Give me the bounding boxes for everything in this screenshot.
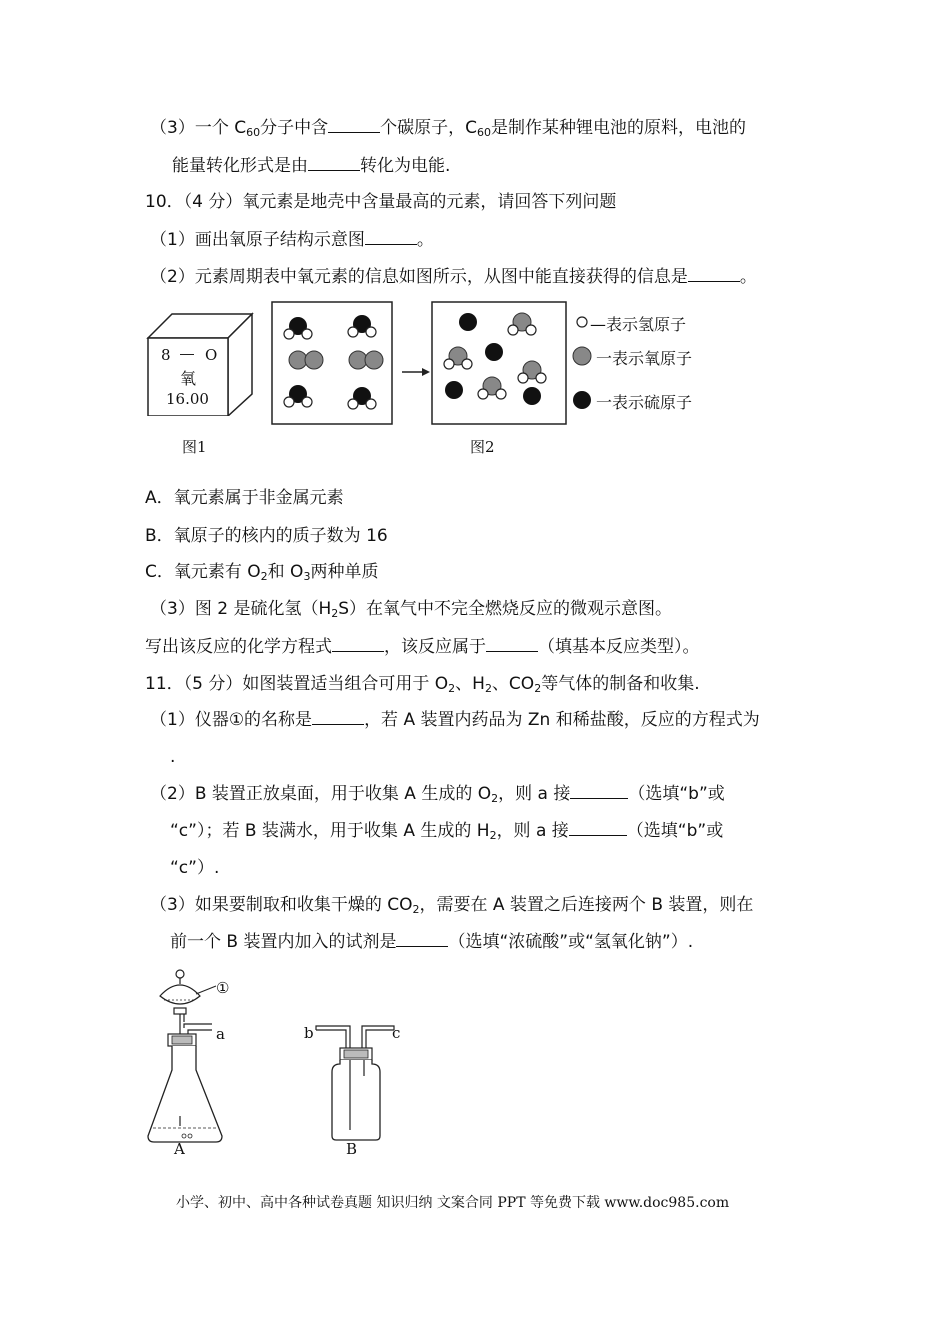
subscript: 2 bbox=[491, 792, 499, 805]
text: 、H bbox=[455, 674, 485, 694]
fig1-caption: 图1 bbox=[182, 438, 207, 456]
text: ，则 a 接 bbox=[496, 821, 569, 841]
apparatus-label-funnel: ① bbox=[216, 979, 230, 997]
text: 。 bbox=[416, 230, 434, 250]
q9-part3-line2 bbox=[172, 154, 450, 178]
element-mass: 16.00 bbox=[166, 390, 209, 408]
text: 是制作某种锂电池的原料，电池的 bbox=[490, 118, 746, 138]
text: 和 O bbox=[267, 562, 304, 582]
answer-blank[interactable] bbox=[486, 635, 538, 652]
subscript: 60 bbox=[246, 126, 261, 139]
q11-part1-dot: . bbox=[170, 747, 176, 767]
q10-part3 bbox=[150, 597, 672, 621]
text: 能量转化形式是由 bbox=[172, 156, 308, 176]
apparatus-label-a: a bbox=[216, 1025, 225, 1043]
element-name: 氧 bbox=[180, 369, 197, 388]
q11-part1 bbox=[150, 708, 760, 732]
apparatus-label-c: c bbox=[392, 1024, 401, 1042]
answer-blank[interactable] bbox=[332, 635, 384, 652]
option-a[interactable]: A．氧元素属于非金属元素 bbox=[145, 488, 344, 508]
fig2-caption: 图2 bbox=[470, 438, 495, 456]
legend-oxygen: 一表示氧原子 bbox=[596, 349, 693, 368]
q11-part3 bbox=[150, 893, 753, 917]
oxygen-atom-icon bbox=[573, 347, 591, 365]
q11-part2-line3: “c”）. bbox=[170, 858, 220, 878]
text: （3）图 2 是硫化氢（H bbox=[150, 599, 332, 619]
q10-part1 bbox=[150, 228, 434, 252]
text: （3）如果要制取和收集干燥的 CO bbox=[150, 895, 413, 915]
text: （1）画出氧原子结构示意图 bbox=[150, 230, 365, 250]
element-divider bbox=[180, 354, 194, 355]
text: （3）一个 C bbox=[150, 118, 247, 138]
text: C．氧元素有 O bbox=[145, 562, 261, 582]
text: 。 bbox=[739, 267, 757, 287]
reaction-diagram bbox=[270, 300, 570, 426]
text: （选填“浓硫酸”或“氢氧化钠”）. bbox=[448, 932, 694, 952]
apparatus-label-A: A bbox=[174, 1140, 185, 1158]
text: 个碳原子，C bbox=[380, 118, 477, 138]
q11-title bbox=[145, 672, 700, 696]
subscript: 3 bbox=[303, 570, 311, 583]
answer-blank[interactable] bbox=[328, 116, 380, 133]
text: 转化为电能. bbox=[360, 156, 451, 176]
legend-hydrogen: —表示氢原子 bbox=[590, 315, 687, 334]
subscript: 60 bbox=[476, 126, 491, 139]
text: 两种单质 bbox=[310, 562, 379, 582]
subscript: 2 bbox=[412, 903, 420, 916]
subscript: 2 bbox=[489, 829, 497, 842]
text: 等气体的制备和收集. bbox=[541, 674, 700, 694]
text: 写出该反应的化学方程式 bbox=[145, 637, 332, 657]
text: 11．（5 分）如图装置适当组合可用于 O bbox=[145, 674, 449, 694]
text: ，该反应属于 bbox=[384, 637, 486, 657]
page-footer: 小学、初中、高中各种试卷真题 知识归纳 文案合同 PPT 等免费下载 www.doc985.com bbox=[176, 1195, 730, 1211]
legend-sulfur: 一表示硫原子 bbox=[596, 393, 693, 412]
apparatus-label-B: B bbox=[346, 1140, 358, 1158]
answer-blank[interactable] bbox=[396, 930, 448, 947]
text: （选填“b”或 bbox=[628, 784, 725, 804]
answer-blank[interactable] bbox=[570, 782, 628, 799]
q10-part2 bbox=[150, 265, 757, 289]
q11-part3-line2 bbox=[170, 930, 693, 954]
text: “c”）；若 B 装满水，用于收集 A 生成的 H bbox=[170, 821, 490, 841]
option-c[interactable] bbox=[145, 560, 378, 584]
apparatus-b-bottle bbox=[310, 1020, 400, 1144]
text: ，需要在 A 装置之后连接两个 B 装置，则在 bbox=[419, 895, 754, 915]
text: ，则 a 接 bbox=[498, 784, 571, 804]
q11-part2 bbox=[150, 782, 725, 806]
answer-blank[interactable] bbox=[312, 708, 364, 725]
answer-blank[interactable] bbox=[569, 819, 627, 836]
text: （1）仪器①的名称是 bbox=[150, 710, 313, 730]
sulfur-atom-icon bbox=[573, 391, 591, 409]
q10-title: 10．（4 分）氧元素是地壳中含量最高的元素，请回答下列问题 bbox=[145, 192, 617, 212]
subscript: 2 bbox=[534, 682, 542, 695]
q10-part3-line2 bbox=[145, 635, 700, 659]
text: （填基本反应类型）。 bbox=[538, 637, 700, 657]
subscript: 2 bbox=[331, 607, 339, 620]
text: S）在氧气中不完全燃烧反应的微观示意图。 bbox=[338, 599, 673, 619]
text: （2）元素周期表中氧元素的信息如图所示，从图中能直接获得的信息是 bbox=[150, 267, 688, 287]
q9-part3-line1 bbox=[150, 116, 746, 140]
element-atomic-number: 8 bbox=[161, 346, 171, 364]
apparatus-label-b: b bbox=[304, 1024, 314, 1042]
answer-blank[interactable] bbox=[688, 265, 740, 282]
text: 、CO bbox=[491, 674, 535, 694]
text: 前一个 B 装置内加入的试剂是 bbox=[170, 932, 397, 952]
text: （2）B 装置正放桌面，用于收集 A 生成的 O bbox=[150, 784, 492, 804]
answer-blank[interactable] bbox=[365, 228, 417, 245]
apparatus-a-flask bbox=[140, 966, 250, 1150]
element-symbol: O bbox=[205, 346, 218, 364]
text: （选填“b”或 bbox=[626, 821, 724, 841]
answer-blank[interactable] bbox=[308, 154, 360, 171]
subscript: 2 bbox=[484, 682, 492, 695]
subscript: 2 bbox=[260, 570, 268, 583]
subscript: 2 bbox=[448, 682, 456, 695]
hydrogen-atom-icon bbox=[577, 317, 587, 327]
option-b[interactable]: B．氧原子的核内的质子数为 16 bbox=[145, 526, 388, 546]
q11-part2-line2 bbox=[170, 819, 723, 843]
text: 分子中含 bbox=[260, 118, 329, 138]
text: ，若 A 装置内药品为 Zn 和稀盐酸，反应的方程式为 bbox=[364, 710, 760, 730]
